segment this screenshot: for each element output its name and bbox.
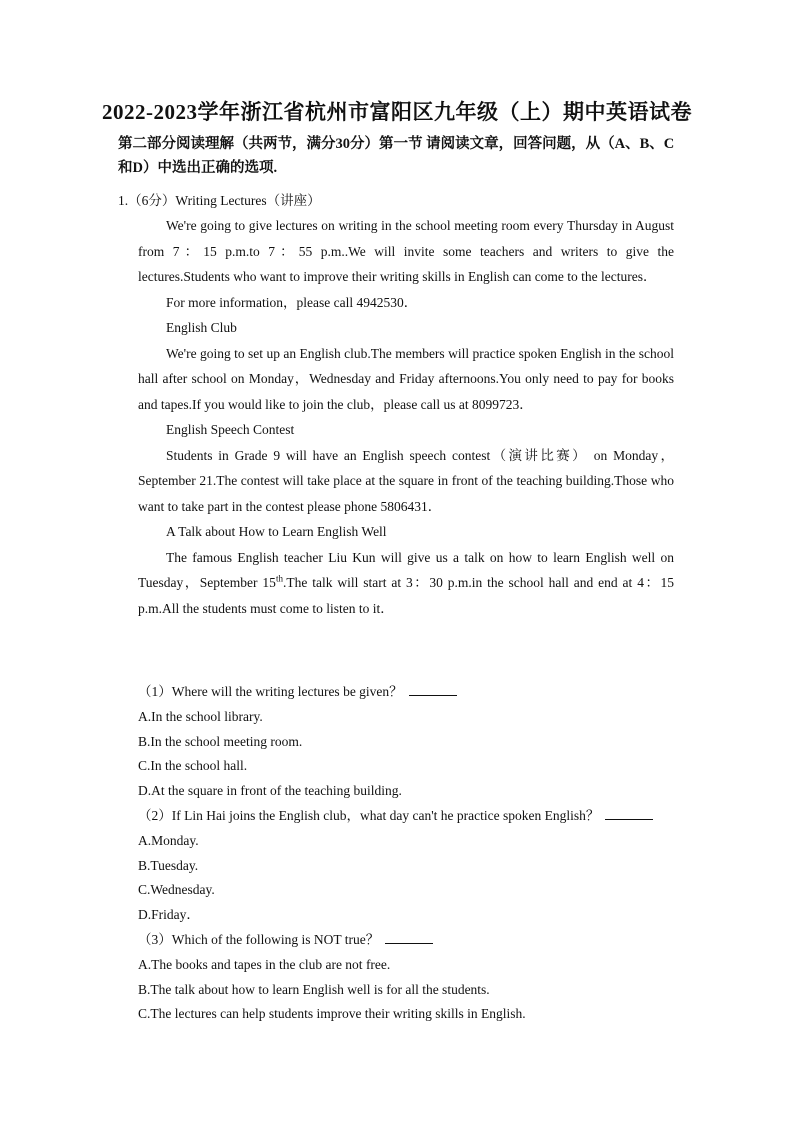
answer-blank[interactable] bbox=[605, 805, 653, 820]
question-stem bbox=[138, 680, 678, 705]
answer-option[interactable]: A.In the school library. bbox=[138, 708, 263, 724]
answer-option[interactable]: D.At the square in front of the teaching building. bbox=[138, 783, 402, 799]
answer-option[interactable]: C.The lectures can help students improve their writing skills in English. bbox=[138, 1006, 526, 1022]
answer-option[interactable]: B.Tuesday. bbox=[138, 857, 199, 873]
answer-option[interactable]: A.Monday. bbox=[138, 832, 199, 848]
ordinal-suffix: th bbox=[275, 573, 283, 584]
passage-text: .The talk will start at 3：30 p.m.in the school hall and end at 4：15 p.m.All the students must come to listen to it． bbox=[138, 575, 674, 616]
passage-paragraph: For more information，please call 4942530． bbox=[166, 294, 418, 310]
passage-paragraph bbox=[138, 545, 674, 622]
question-stem-text: （3）Which of the following is NOT true？ bbox=[138, 931, 380, 947]
answer-option[interactable]: C.Wednesday. bbox=[138, 882, 215, 898]
answer-blank[interactable] bbox=[409, 681, 457, 696]
page-title: 2022-2023学年浙江省杭州市富阳区九年级（上）期中英语试卷 bbox=[102, 100, 692, 124]
answer-option[interactable]: D.Friday． bbox=[138, 907, 200, 923]
answer-blank[interactable] bbox=[385, 929, 433, 944]
question-stem bbox=[138, 928, 678, 953]
question-1 bbox=[138, 680, 678, 804]
answer-option[interactable]: C.In the school hall. bbox=[138, 758, 248, 774]
section-instruction: 第二部分阅读理解（共两节，满分30分）第一节 请阅读文章，回答问题，从（A、B、C和D）中选出正确的选项. bbox=[118, 136, 675, 176]
answer-option[interactable]: A.The books and tapes in the club are not free. bbox=[138, 956, 391, 972]
question-stem-text: （2）If Lin Hai joins the English club，what day can't he practice spoken English？ bbox=[138, 807, 600, 823]
reading-passage bbox=[138, 213, 674, 621]
question-3 bbox=[138, 928, 678, 1027]
question-header: 1.（6分）Writing Lectures（讲座） bbox=[118, 193, 321, 208]
passage-paragraph: We're going to set up an English club.The members will practice spoken English in the school hall after school on Monday，Wednesday and Friday afternoons.You only need to pay for books and tapes.If you would like to join the club，please call us at 8099723． bbox=[138, 345, 674, 412]
question-2 bbox=[138, 804, 678, 928]
passage-paragraph: Students in Grade 9 will have an English speech contest（演讲比赛） on Monday，September 21.The contest will take place at the square in front of the teaching building.Those who want to take part in the contest please phone 5806431． bbox=[138, 447, 674, 514]
passage-heading: English Speech Contest bbox=[166, 422, 295, 437]
question-stem bbox=[138, 804, 678, 829]
passage-heading: A Talk about How to Learn English Well bbox=[166, 524, 387, 539]
passage-heading: English Club bbox=[166, 320, 237, 335]
passage-paragraph: We're going to give lectures on writing in the school meeting room every Thursday in August from 7：15 p.m.to 7：55 p.m..We will invite some teachers and writers to give the lectures.Students who want to improve their writing skills in English can come to the lectures． bbox=[138, 218, 674, 284]
answer-option[interactable]: B.The talk about how to learn English well is for all the students. bbox=[138, 981, 490, 997]
passage-text: The famous English teacher Liu Kun will give us a talk on how to learn English well on Tuesday，September 15 bbox=[138, 549, 674, 590]
question-list bbox=[138, 680, 678, 1027]
answer-option[interactable]: B.In the school meeting room. bbox=[138, 733, 303, 749]
question-stem-text: （1）Where will the writing lectures be given？ bbox=[138, 684, 403, 699]
